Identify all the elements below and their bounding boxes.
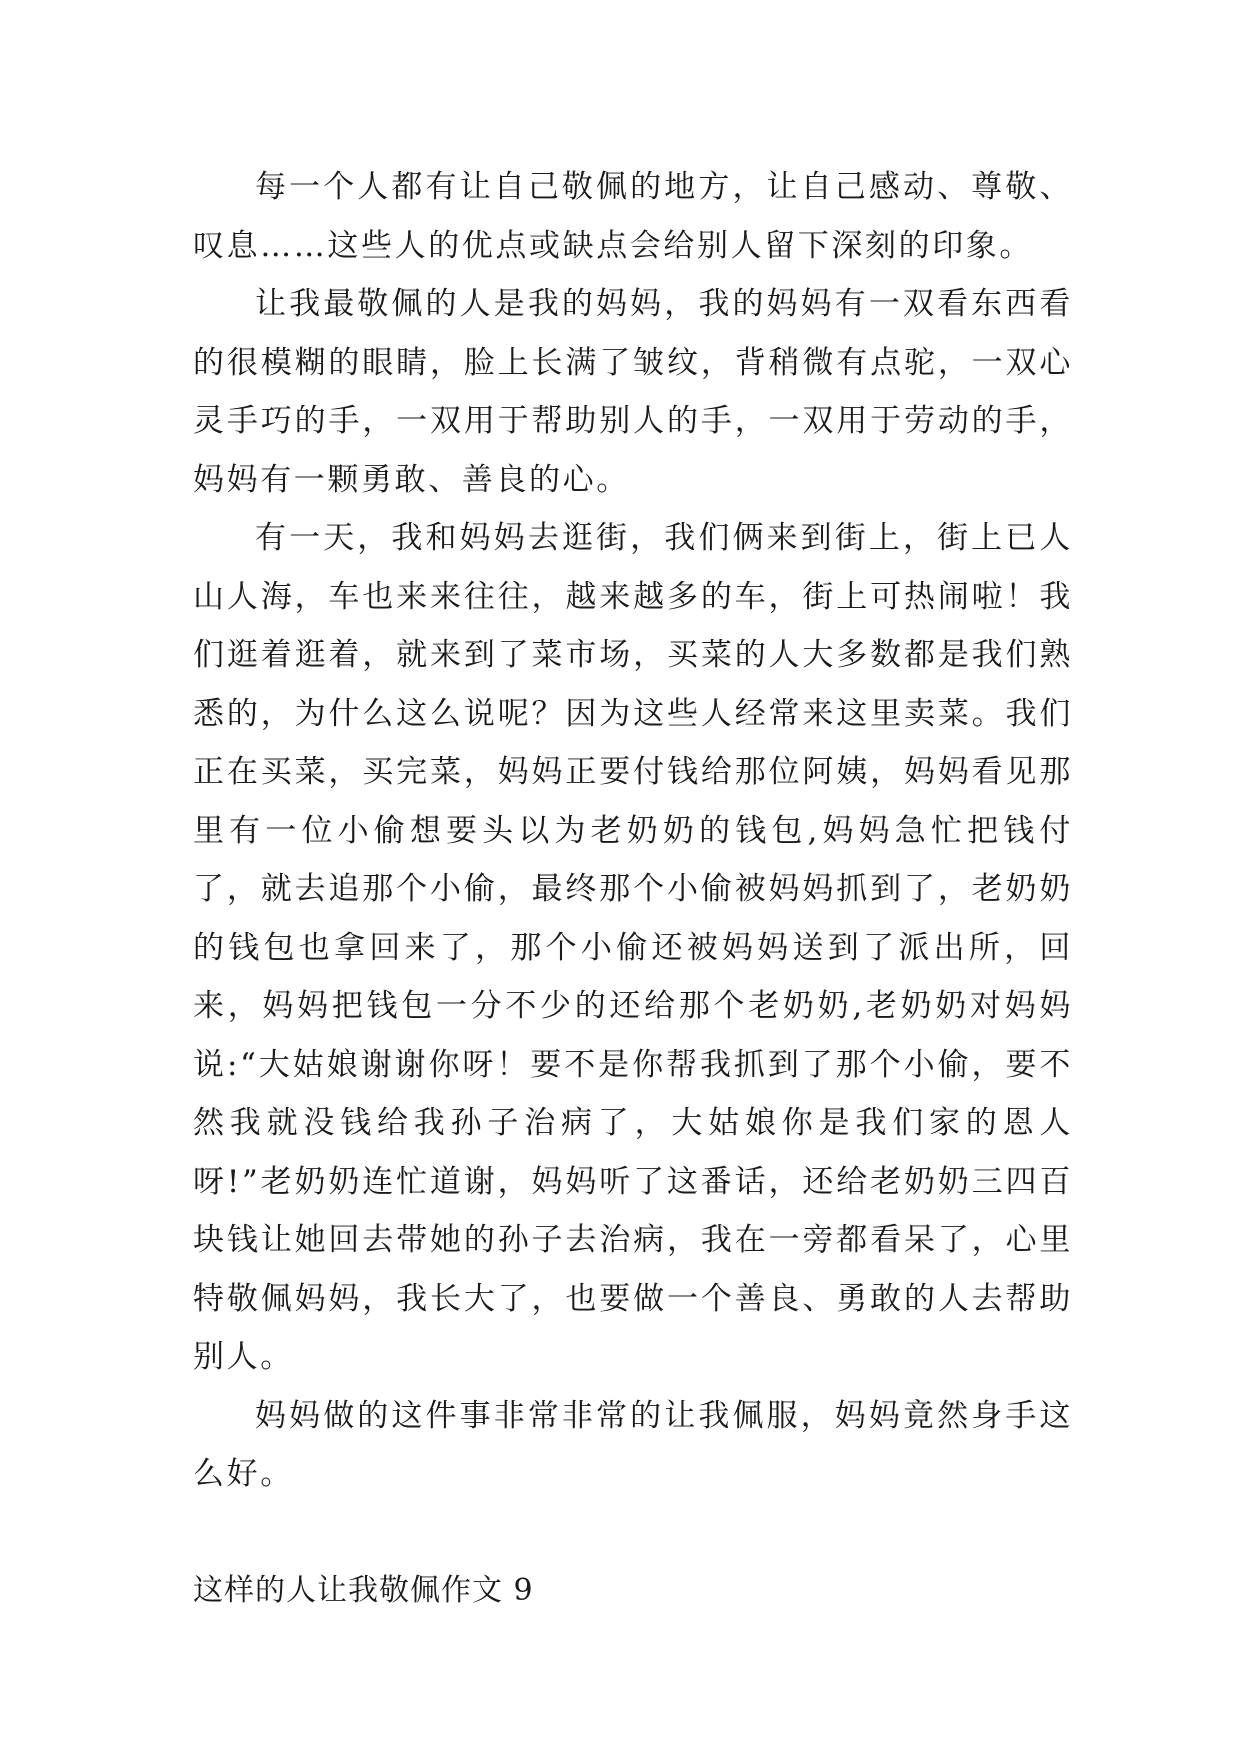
paragraph-4: 妈妈做的这件事非常非常的让我佩服，妈妈竟然身手这么好。 (193, 1397, 1073, 1492)
next-article-heading: 这样的人让我敬佩作文 9 (193, 1573, 534, 1608)
paragraph-1: 每一个人都有让自己敬佩的地方，让自己感动、尊敬、叹息……这些人的优点或缺点会给别人留下深刻的印象。 (193, 169, 1073, 264)
article-body (193, 158, 1073, 1504)
paragraph-3: 有一天，我和妈妈去逛街，我们俩来到街上，街上已人山人海，车也来来往往，越来越多的车，街上可热闹啦！我们逛着逛着，就来到了菜市场，买菜的人大多数都是我们熟悉的，为什么这么说呢？因为这些人经常来这里卖菜。我们正在买菜，买完菜，妈妈正要付钱给那位阿姨，妈妈看见那里有一位小偷想要头以为老奶奶的钱包,妈妈急忙把钱付了，就去追那个小偷，最终那个小偷被妈妈抓到了，老奶奶的钱包也拿回来了，那个小偷还被妈妈送到了派出所，回来，妈妈把钱包一分不少的还给那个老奶奶,老奶奶对妈妈说:“大姑娘谢谢你呀！要不是你帮我抓到了那个小偷，要不然我就没钱给我孙子治病了，大姑娘你是我们家的恩人呀!”老奶奶连忙道谢，妈妈听了这番话，还给老奶奶三四百块钱让她回去带她的孙子去治病，我在一旁都看呆了，心里特敬佩妈妈，我长大了，也要做一个善良、勇敢的人去帮助别人。 (193, 520, 1073, 1375)
paragraph-2: 让我最敬佩的人是我的妈妈，我的妈妈有一双看东西看的很模糊的眼睛，脸上长满了皱纹，背稍微有点驼，一双心灵手巧的手，一双用于帮助别人的手，一双用于劳动的手，妈妈有一颗勇敢、善良的心。 (193, 286, 1073, 498)
